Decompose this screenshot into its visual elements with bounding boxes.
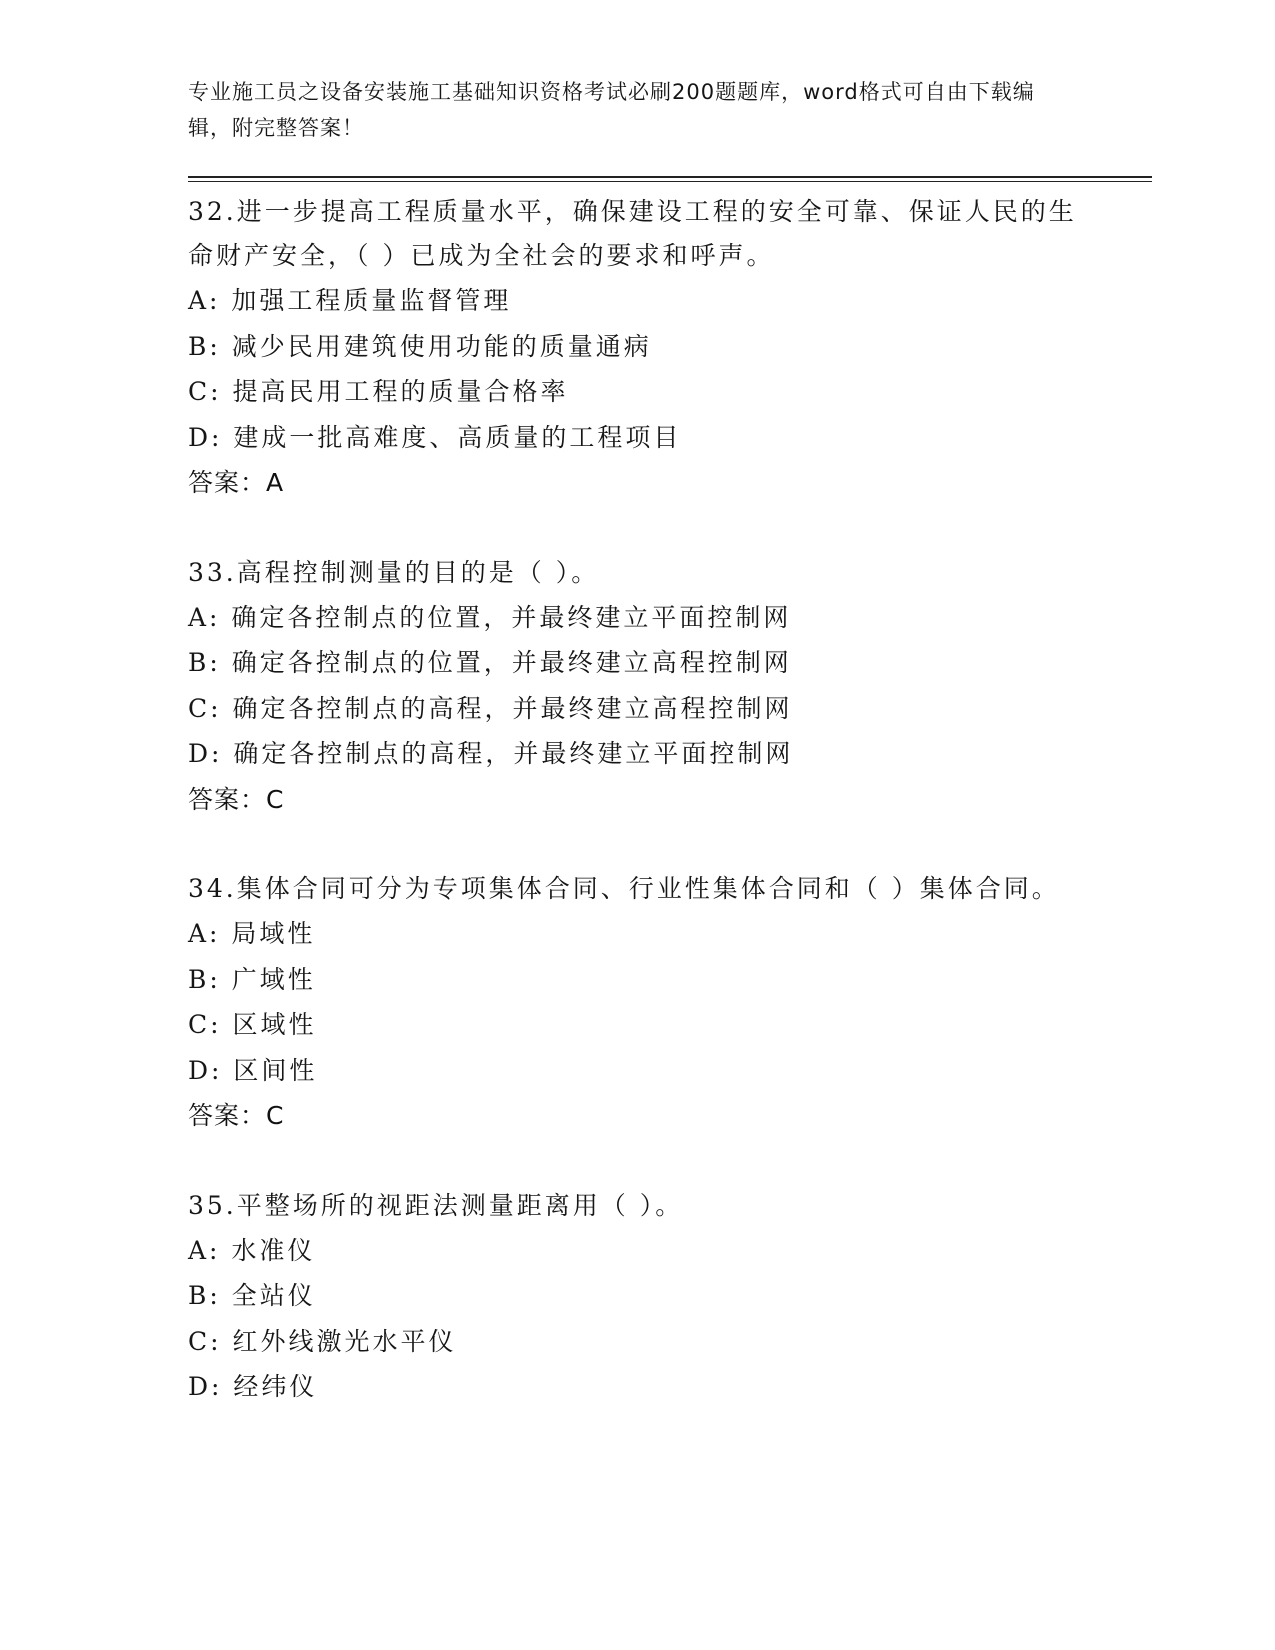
question-32 [188,190,1088,506]
question-34 [188,867,1088,1139]
option-c: C: 提高民用工程的质量合格率 [188,377,569,406]
question-stem: 32.进一步提高工程质量水平，确保建设工程的安全可靠、保证人民的生命财产安全，（ ）已成为全社会的要求和呼声。 [188,197,1077,270]
option-c: C: 区域性 [188,1010,317,1039]
answer-line: 答案：C [188,784,285,814]
question-33 [188,551,1088,823]
option-c: C: 红外线激光水平仪 [188,1326,457,1356]
option-d: D: 经纬仪 [188,1372,318,1401]
question-list [188,190,1088,1410]
document-header: 专业施工员之设备安装施工基础知识资格考试必刷200题题库，word格式可自由下载编辑，附完整答案！ [188,80,1035,140]
option-b: B: 减少民用建筑使用功能的质量通病 [188,331,652,361]
option-c: C: 确定各控制点的高程，并最终建立高程控制网 [188,693,793,723]
option-a: A: 加强工程质量监督管理 [188,286,512,315]
answer-line: 答案：A [188,468,285,497]
option-d: D: 建成一批高难度、高质量的工程项目 [188,422,682,452]
option-d: D: 区间性 [188,1055,318,1085]
option-a: A: 水准仪 [188,1235,316,1265]
header-divider-thick [188,176,1152,178]
question-spacer [188,1139,1088,1184]
answer-line: 答案：C [188,1101,285,1130]
option-a: A: 确定各控制点的位置，并最终建立平面控制网 [188,602,792,632]
question-spacer [188,506,1088,551]
question-35 [188,1184,1088,1410]
option-d: D: 确定各控制点的高程，并最终建立平面控制网 [188,739,794,768]
question-stem: 35.平整场所的视距法测量距离用（ ）。 [188,1190,684,1220]
question-stem: 33.高程控制测量的目的是（ ）。 [188,557,600,587]
option-b: B: 全站仪 [188,1281,316,1310]
question-spacer [188,822,1088,867]
question-stem: 34.集体合同可分为专项集体合同、行业性集体合同和（ ）集体合同。 [188,874,1060,903]
option-b: B: 广域性 [188,964,316,994]
option-a: A: 局域性 [188,919,316,948]
option-b: B: 确定各控制点的位置，并最终建立高程控制网 [188,648,792,677]
header-divider-thin [188,181,1152,182]
